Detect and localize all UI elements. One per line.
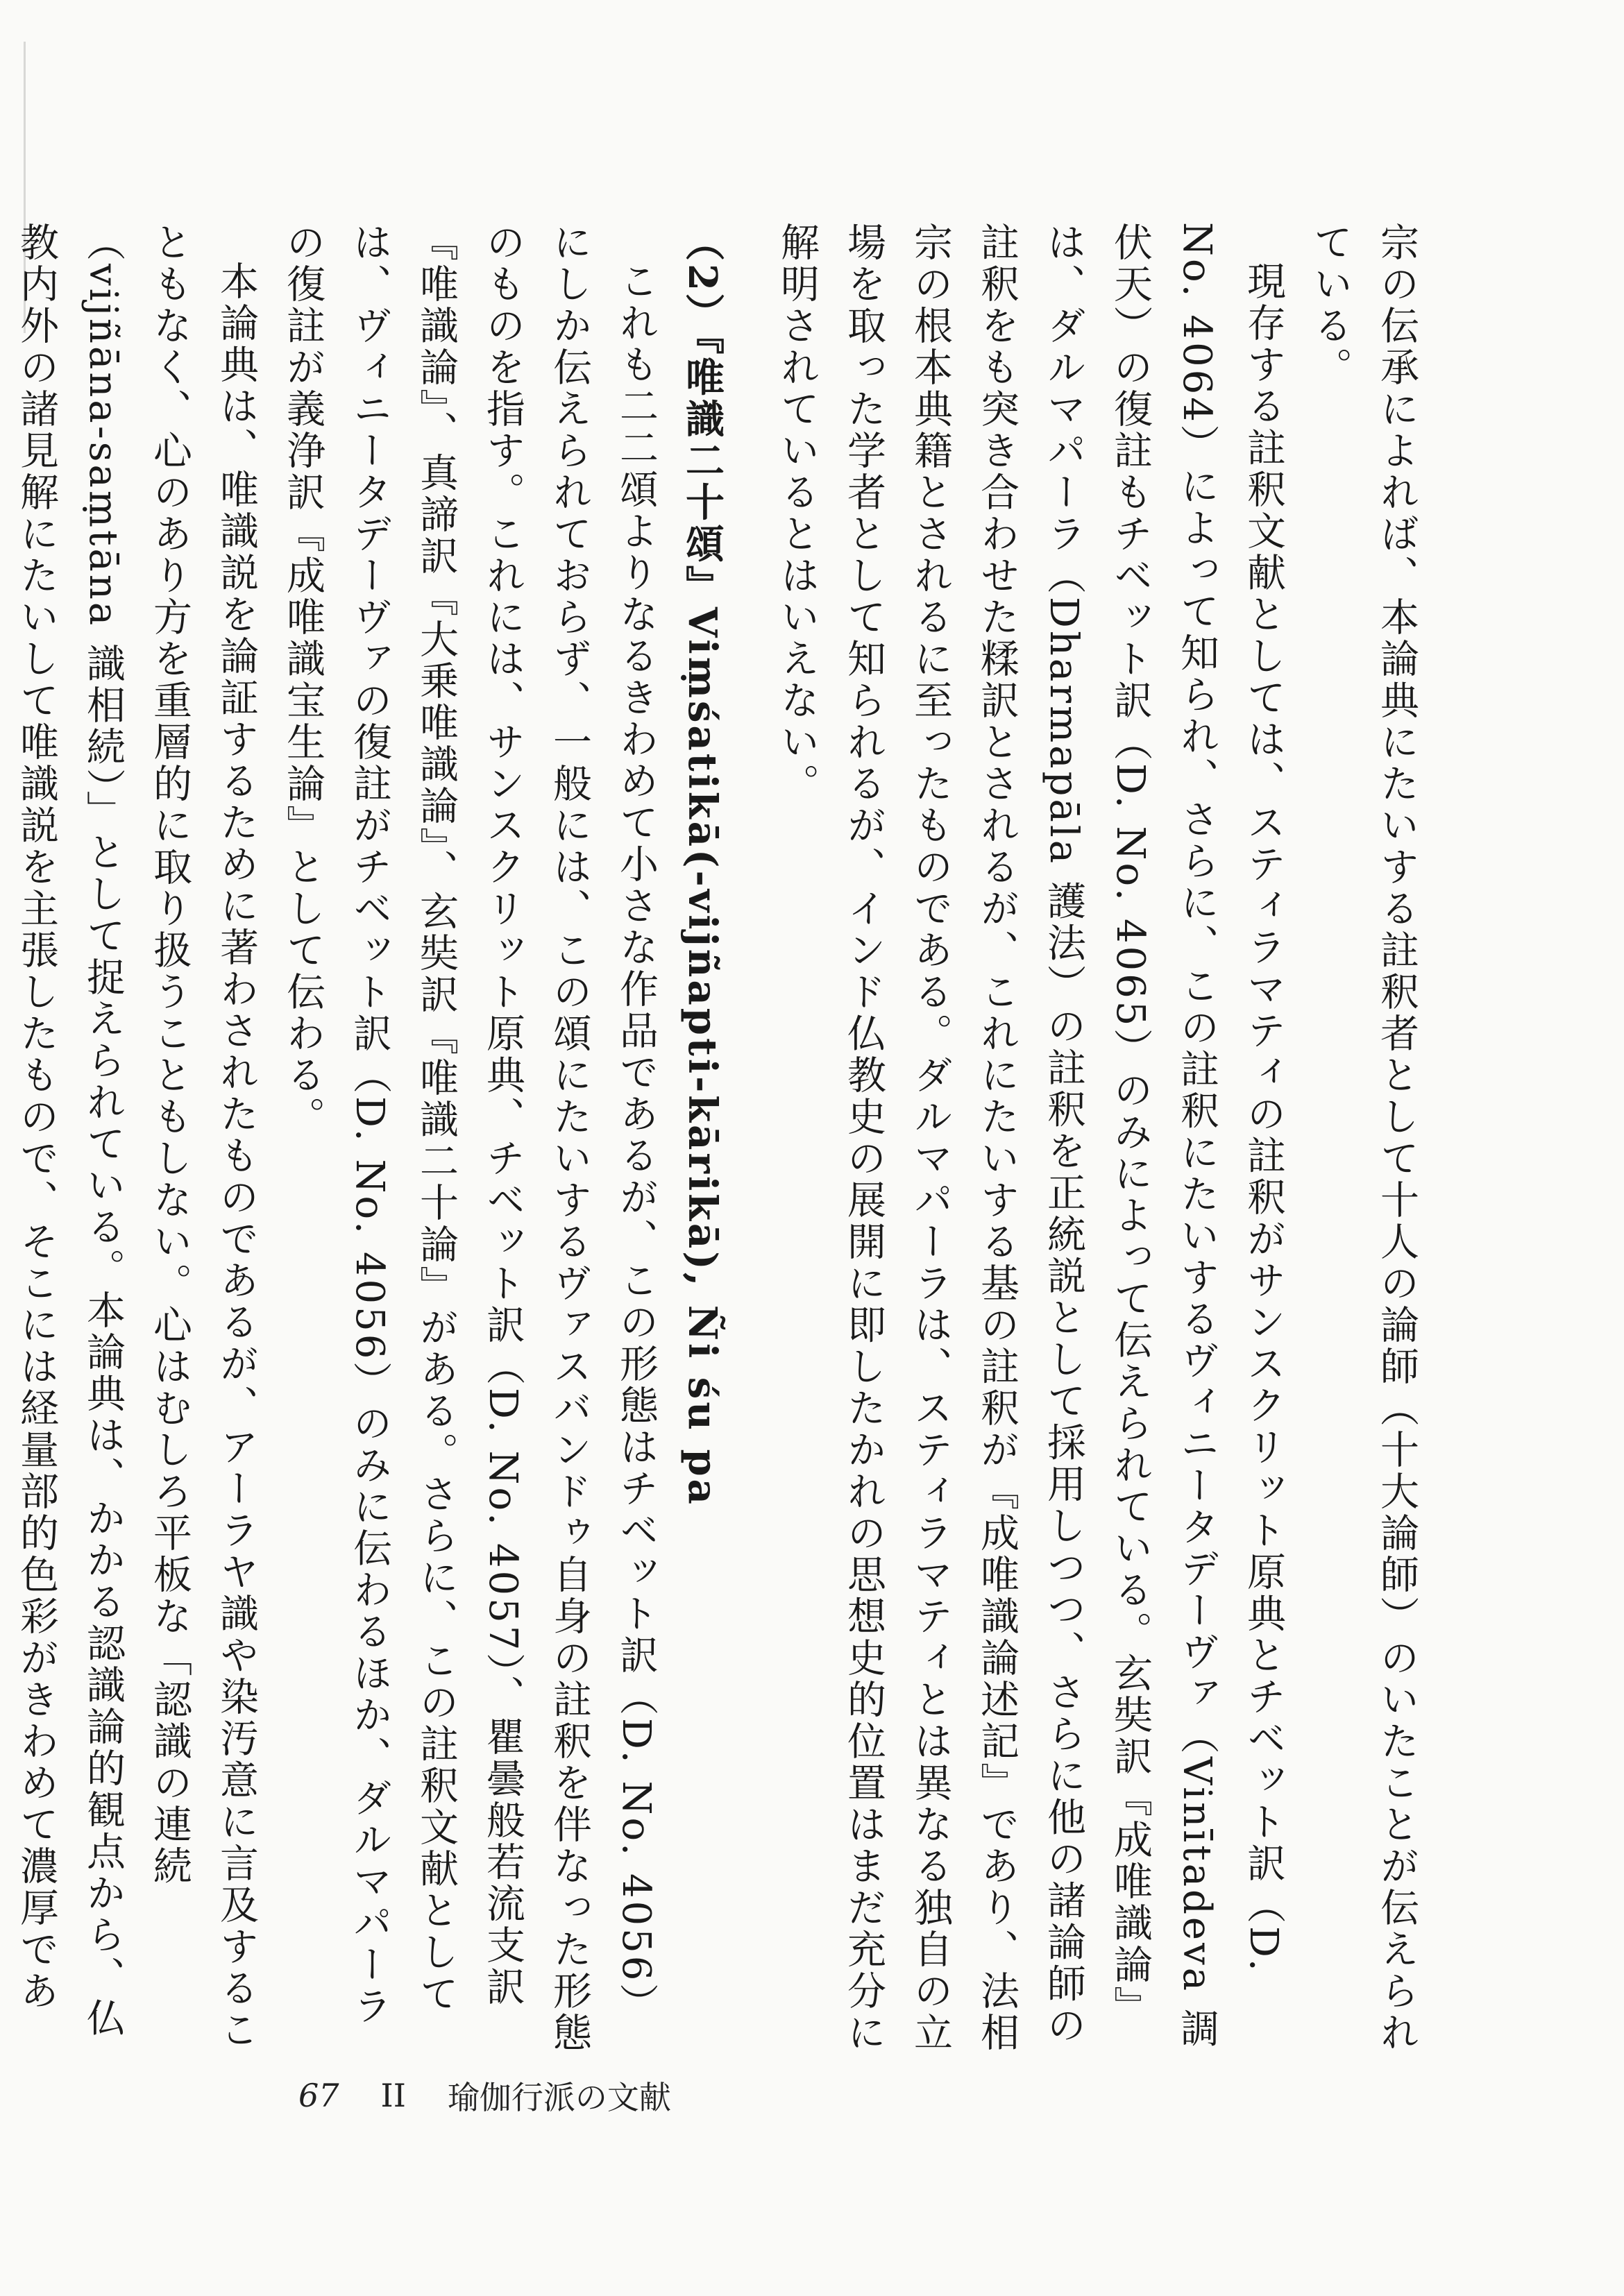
paragraph-vimsatika-texts: これも二二頌よりなるきわめて小さな作品であるが、この形態はチベット訳（D. No. 4056）にしか伝えられておらず、一般には、この頌にたいするヴァスバンドゥ自身の註釈を伴なった形態のものを指す。これには、サンスクリット原典、チベット訳（D. No. 4057）、瞿曇般若流支訳『唯識論』、真諦訳『大乗唯識論』、玄奘訳『唯識二十論』がある。さらに、この註釈文献としては、ヴィニータデーヴァの復註がチベット訳（D. No. 4056）のみに伝わるほか、ダルマパーラの復註が義浄訳『成唯識宝生論』として伝わる。 — [280, 222, 659, 2054]
section-title: 瑜伽行派の文献 — [447, 2079, 671, 2116]
page-footer — [298, 2068, 671, 2123]
section-spacer — [736, 222, 763, 2054]
paragraph-tradition: 宗の伝承によれば、本論典にたいする註釈者として十人の論師（十大論師）のいたことが伝えられている。 — [1308, 222, 1419, 2054]
part-number: II — [380, 2077, 406, 2114]
vertical-text-body — [14, 222, 1430, 2054]
page-number: 67 — [298, 2077, 339, 2114]
paragraph-commentaries: 現存する註釈文献としては、スティラマティの註釈がサンスクリット原典とチベット訳（D. No. 4064）によって知られ、さらに、この註釈にたいするヴィニータデーヴァ（Vinītadeva 調伏天）の復註もチベット訳（D. No. 4065）のみによって伝えられている。玄奘訳『成唯識論』は、ダルマパーラ（Dharmapāla 護法）の註釈を正統説として採用しつつ、さらに他の諸論師の註釈をも突き合わせた糅訳とされるが、これにたいする基の註釈が『成唯識論述記』であり、法相宗の根本典籍とされるに至ったものである。ダルマパーラは、スティラマティとは異なる独自の立場を取った学者として知られるが、インド仏教史の展開に即したかれの思想史的位置はまだ充分に解明されているとはいえない。 — [775, 222, 1286, 2054]
paragraph-vimsatika-content: 本論典は、唯識説を論証するために著わされたものであるが、アーラヤ識や染汚意に言及することもなく、心のあり方を重層的に取り扱うこともしない。心はむしろ平板な「認識の連続（vijñāna-saṃtāna 識相続）」として捉えられている。本論典は、かかる認識論的観点から、仏教内外の諸見解にたいして唯識説を主張したもので、そこには経量部的色彩がきわめて濃厚であ — [14, 222, 259, 2051]
section-heading-vimsatika: （2）『唯識二十頌』Viṃśatikā(-vijñapti-kārikā), Ñi śu pa — [679, 222, 725, 1507]
